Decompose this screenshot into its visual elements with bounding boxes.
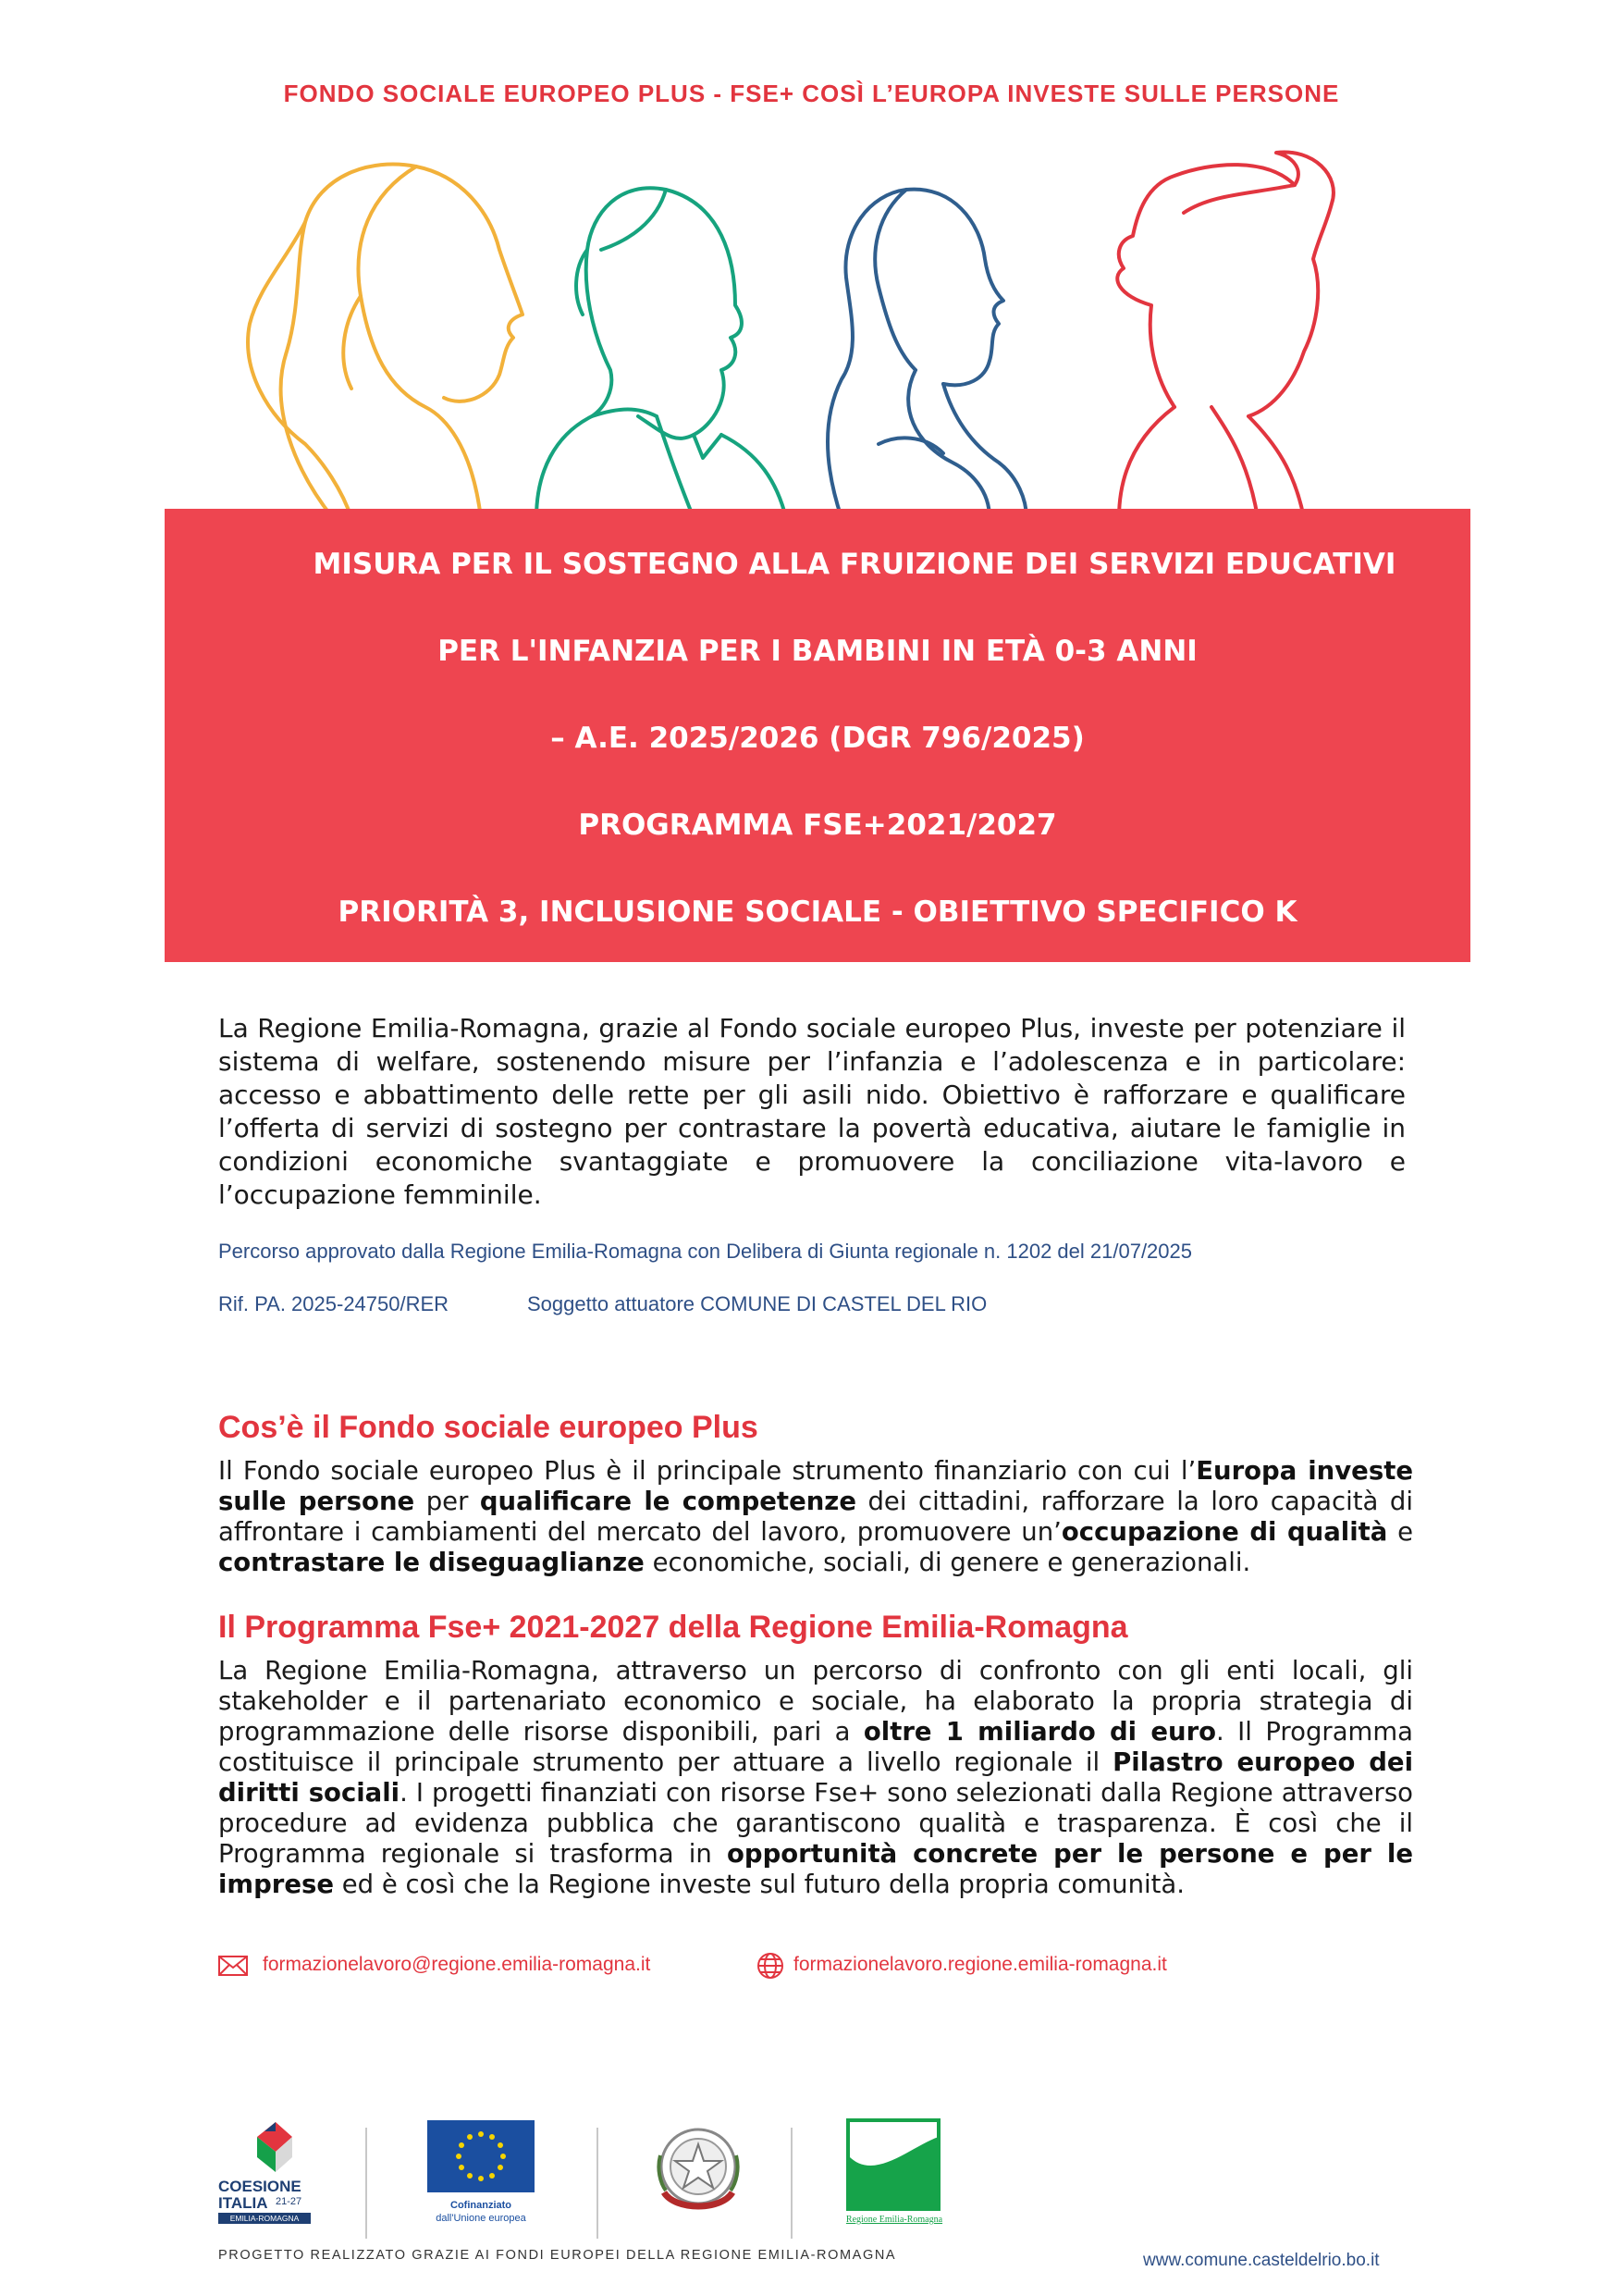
banner-line-4: PROGRAMMA FSE+2021/2027 bbox=[578, 809, 1057, 842]
logo-divider bbox=[791, 2128, 793, 2239]
emblem-icon bbox=[647, 2118, 749, 2229]
implementer-note: Soggetto attuatore COMUNE DI CASTEL DEL RIO bbox=[527, 1292, 988, 1315]
coesione-region: EMILIA-ROMAGNA bbox=[218, 2213, 311, 2224]
banner-line-1: MISURA PER IL SOSTEGNO ALLA FRUIZIONE DEI SERVIZI EDUCATIVI bbox=[313, 548, 1396, 581]
envelope-icon bbox=[218, 1956, 248, 1976]
coesione-text-2: ITALIA bbox=[218, 2194, 268, 2212]
eu-flag-icon bbox=[427, 2120, 535, 2192]
globe-icon bbox=[756, 1952, 784, 1980]
logo-divider bbox=[596, 2128, 598, 2239]
figure-orange-woman bbox=[248, 165, 523, 519]
contact-email-link[interactable]: formazionelavoro@regione.emilia-romagna.it bbox=[263, 1954, 651, 1975]
eu-text-2: dall'Unione europea bbox=[436, 2213, 526, 2224]
section-title-programma: Il Programma Fse+ 2021-2027 della Regione Emilia-Romagna bbox=[218, 1610, 1128, 1645]
coesione-mark-icon bbox=[239, 2118, 313, 2176]
figure-blue-woman bbox=[828, 190, 1027, 518]
approval-note: Percorso approvato dalla Regione Emilia-Romagna con Delibera di Giunta regionale n. 1202 del 21/07/2025 bbox=[218, 1240, 1193, 1263]
title-banner bbox=[165, 509, 1470, 962]
eu-text-1: Cofinanziato bbox=[450, 2200, 511, 2211]
banner-line-2: PER L'INFANZIA PER I BAMBINI IN ETÀ 0-3 ANNI bbox=[437, 635, 1198, 668]
section-body-programma: La Regione Emilia-Romagna, attraverso un percorso di confronto con gli enti locali, gli stakeholder e il partenariato economico e sociale, ha elaborato la propria strategia di programmazione delle risorse disponibili, pari a oltre 1 miliardo di euro. Il Programma costituisce il principale strumento per attuare a livello regionale il Pilastro europeo dei diritti sociali. I progetti finanziati con risorse Fse+ sono selezionati dalla Regione attraverso procedure ad evidenza pubblica che garantiscono qualità e trasparenza. È così che il Programma regionale si trasforma in opportunità concrete per le persone e per le imprese ed è così che la Regione investe sul futuro della propria comunità. bbox=[218, 1656, 1413, 1899]
logo-divider bbox=[365, 2128, 367, 2239]
figure-teal-person bbox=[536, 188, 786, 518]
intro-paragraph: La Regione Emilia-Romagna, grazie al Fondo sociale europeo Plus, investe per potenziare il sistema di welfare, sostenendo misure per l’infanzia e l’adolescenza e in particolare: accesso e abbattimento delle rette per gli asili nido. Obiettivo è rafforzare e qualificare l’offerta di servizi di sostegno per contrastare la povertà educativa, aiutare le famiglie in condizioni economiche svantaggiate e promuovere la conciliazione vita-lavoro e l’occupazione femminile. bbox=[218, 1013, 1406, 1210]
repubblica-italiana-emblem bbox=[647, 2118, 749, 2229]
coesione-text-1: COESIONE bbox=[218, 2178, 301, 2195]
people-illustration bbox=[231, 139, 1396, 518]
coesione-italia-logo bbox=[218, 2118, 320, 2229]
regione-mark-icon bbox=[846, 2118, 942, 2211]
regione-emilia-romagna-logo bbox=[846, 2118, 942, 2229]
section-title-fse: Cos’è il Fondo sociale europeo Plus bbox=[218, 1410, 758, 1445]
contact-website-link[interactable]: formazionelavoro.regione.emilia-romagna.it bbox=[793, 1954, 1167, 1975]
footer-url-link[interactable]: www.comune.casteldelrio.bo.it bbox=[1143, 2251, 1380, 2270]
figure-red-man bbox=[1117, 152, 1334, 518]
eu-cofinanced-logo bbox=[427, 2120, 535, 2231]
page-header-title: FONDO SOCIALE EUROPEO PLUS - FSE+ COSÌ L’EUROPA INVESTE SULLE PERSONE bbox=[283, 80, 1340, 107]
coesione-years: 21-27 bbox=[276, 2196, 302, 2207]
banner-line-3: – A.E. 2025/2026 (DGR 796/2025) bbox=[550, 722, 1085, 755]
footer-note: PROGETTO REALIZZATO GRAZIE AI FONDI EUROPEI DELLA REGIONE EMILIA-ROMAGNA bbox=[218, 2248, 897, 2263]
regione-caption: Regione Emilia-Romagna bbox=[845, 2215, 943, 2225]
reference-code: Rif. PA. 2025-24750/RER bbox=[218, 1292, 449, 1315]
banner-line-5: PRIORITÀ 3, INCLUSIONE SOCIALE - OBIETTIVO SPECIFICO K bbox=[338, 895, 1297, 929]
section-body-fse: Il Fondo sociale europeo Plus è il principale strumento finanziario con cui l’Europa investe sulle persone per qualificare le competenze dei cittadini, rafforzare la loro capacità di affrontare i cambiamenti del mercato del lavoro, promuovere un’occupazione di qualità e contrastare le diseguaglianze economiche, sociali, di genere e generazionali. bbox=[218, 1456, 1413, 1577]
